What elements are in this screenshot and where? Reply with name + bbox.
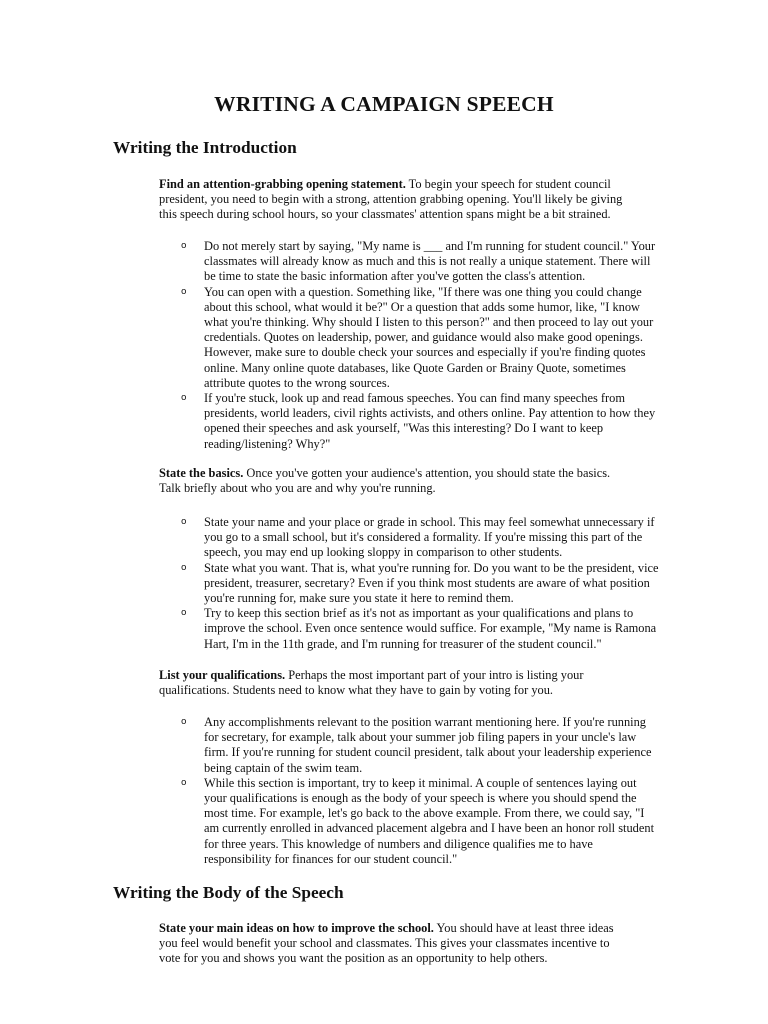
list-item [159, 715, 659, 776]
bullet-circle-icon: o [181, 608, 187, 619]
list-item [159, 391, 659, 452]
list-item [159, 606, 659, 652]
paragraph-lead: Find an attention-grabbing opening statement. [159, 177, 406, 191]
bullet-circle-icon: o [181, 717, 187, 727]
bullet-circle-icon: o [181, 286, 187, 297]
document-title: WRITING A CAMPAIGN SPEECH [214, 92, 554, 116]
bullet-list-basics [159, 515, 659, 652]
paragraph-opening-statement [159, 177, 629, 223]
list-item-text: State your name and your place or grade in school. This may feel somewhat unnecessary if you go to a small school, but it's considered a formality. If you're missing this part of the speech, you may end up looking sloppy in comparison to other students. [204, 515, 655, 560]
paragraph-lead: State your main ideas on how to improve the school. [159, 921, 434, 935]
list-item-text: State what you want. That is, what you're running for. Do you want to be the president, vice president, treasurer, secretary? Even if you think most students are aware of what position you're running for, make sure you state it here to remind them. [204, 560, 659, 606]
paragraph-text: Perhaps the most important part of your intro is listing your qualifications. Students need to know what they have to gain by voting for you. [159, 668, 584, 698]
list-item [159, 285, 659, 391]
list-item-text: You can open with a question. Something like, "If there was one thing you could change about this school, what would it be?" Or a question that adds some humor, like, "I know what you're thinking. Why should I listen to this person?" and then proceed to lay out your credentials. Quotes on leadership, power, and guidance would also make good openings. However, make sure to double check your sources and especially if you're finding quotes online. Many online quote databases, like Quote Garden or Brainy Quote, sometimes attribute quotes to the wrong sources. [204, 284, 654, 390]
paragraph-main-ideas [159, 921, 629, 967]
list-item-text: Try to keep this section brief as it's not as important as your qualifications and plans to improve the school. Even once sentence would suffice. For example, "My name is Ramona Hart, I'm in the 11th grade, and I'm running for treasurer of the student council." [204, 606, 657, 651]
paragraph-lead: State the basics. [159, 466, 244, 480]
paragraph-text: To begin your speech for student council president, you need to begin with a strong, attention grabbing opening. You'll likely be giving this speech during school hours, so your classmates' attention spans might be a bit strained. [159, 177, 623, 222]
list-item [159, 515, 659, 561]
list-item [159, 561, 659, 607]
section-heading-body: Writing the Body of the Speech [113, 883, 344, 902]
section-heading-introduction: Writing the Introduction [113, 138, 297, 157]
bullet-circle-icon: o [181, 562, 187, 573]
list-item [159, 239, 659, 285]
paragraph-qualifications [159, 668, 629, 698]
bullet-list-opening [159, 239, 659, 452]
paragraph-text: Once you've gotten your audience's attention, you should state the basics. Talk briefly about who you are and why you're running. [159, 466, 611, 496]
bullet-list-qualifications [159, 715, 659, 867]
bullet-circle-icon: o [181, 393, 187, 404]
bullet-circle-icon: o [181, 777, 187, 788]
paragraph-text: You should have at least three ideas you feel would benefit your school and classmates. This gives your classmates incentive to vote for you and shows you want the position as an opportunity to help others. [159, 921, 614, 966]
paragraph-state-basics [159, 466, 629, 496]
bullet-circle-icon: o [181, 241, 187, 251]
list-item-text: Any accomplishments relevant to the position warrant mentioning here. If you're running for secretary, for example, talk about your summer job filing papers in your uncle's law firm. If you're running for student council president, talk about your leadership experience being captain of the swim team. [204, 715, 652, 775]
list-item-text: While this section is important, try to keep it minimal. A couple of sentences laying out your qualifications is enough as the body of your speech is where you should spend the most time. For example, let's go back to the above example. From there, we could say, "I am currently enrolled in advanced placement algebra and I have been an honor roll student for three years. This knowledge of numbers and diligence qualifies me to have responsibility for finances for our student council." [204, 775, 655, 866]
list-item-text: Do not merely start by saying, "My name is ___ and I'm running for student council." Your classmates will already know as much and this is not really a unique statement. There will be time to state the basic information after you've gotten the class's attention. [204, 239, 656, 284]
list-item-text: If you're stuck, look up and read famous speeches. You can find many speeches from presidents, world leaders, civil rights activists, and others online. Pay attention to how they opened their speeches and ask yourself, "Was this interesting? Do I want to keep reading/listening? Why?" [204, 391, 656, 451]
paragraph-lead: List your qualifications. [159, 668, 286, 682]
bullet-circle-icon: o [181, 517, 187, 527]
list-item [159, 776, 659, 867]
